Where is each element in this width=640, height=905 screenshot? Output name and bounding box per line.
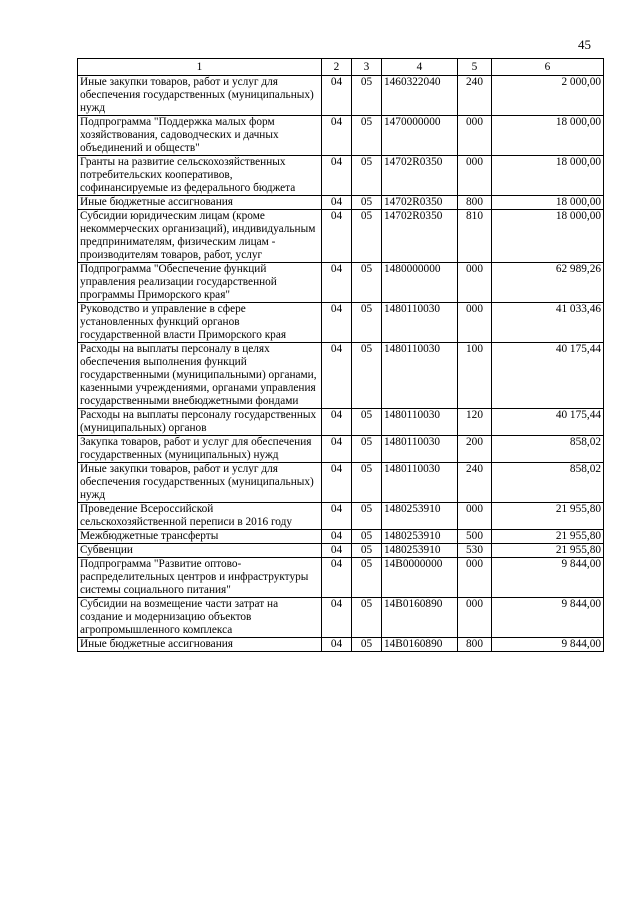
row-name: Иные закупки товаров, работ и услуг для обеспечения государственных (муниципальных) нужд	[78, 76, 322, 116]
row-amount: 18 000,00	[492, 116, 604, 156]
row-target-article: 1480110030	[382, 343, 458, 409]
table-row	[78, 598, 604, 638]
table-row	[78, 76, 604, 116]
row-target-article: 14В0000000	[382, 558, 458, 598]
col-header-4: 4	[382, 59, 458, 76]
col-header-6: 6	[492, 59, 604, 76]
row-target-article: 1480253910	[382, 544, 458, 558]
row-section: 04	[322, 463, 352, 503]
table-row	[78, 558, 604, 598]
row-name: Расходы на выплаты персоналу государственных (муниципальных) органов	[78, 409, 322, 436]
row-name: Межбюджетные трансферты	[78, 530, 322, 544]
row-name: Субвенции	[78, 544, 322, 558]
table-row	[78, 638, 604, 652]
row-target-article: 1480000000	[382, 263, 458, 303]
row-amount: 40 175,44	[492, 343, 604, 409]
row-subsection: 05	[352, 156, 382, 196]
row-expense-type: 000	[458, 558, 492, 598]
row-name: Закупка товаров, работ и услуг для обеспечения государственных (муниципальных) нужд	[78, 436, 322, 463]
row-target-article: 1480110030	[382, 303, 458, 343]
table-row	[78, 436, 604, 463]
row-target-article: 1480110030	[382, 409, 458, 436]
row-name: Подпрограмма "Обеспечение функций управления реализации государственной программы Приморского края"	[78, 263, 322, 303]
row-target-article: 14702R0350	[382, 210, 458, 263]
row-amount: 9 844,00	[492, 598, 604, 638]
row-amount: 18 000,00	[492, 210, 604, 263]
row-section: 04	[322, 116, 352, 156]
row-amount: 858,02	[492, 436, 604, 463]
row-amount: 9 844,00	[492, 638, 604, 652]
row-amount: 858,02	[492, 463, 604, 503]
row-target-article: 1480253910	[382, 530, 458, 544]
table-row	[78, 210, 604, 263]
row-target-article: 14В0160890	[382, 598, 458, 638]
row-section: 04	[322, 409, 352, 436]
table-row	[78, 343, 604, 409]
row-subsection: 05	[352, 544, 382, 558]
row-expense-type: 100	[458, 343, 492, 409]
row-section: 04	[322, 598, 352, 638]
row-section: 04	[322, 76, 352, 116]
row-section: 04	[322, 196, 352, 210]
table-row	[78, 116, 604, 156]
row-name: Расходы на выплаты персоналу в целях обеспечения выполнения функций государственными (муниципальными) органами, казенными учреждениями, органами управления государственными внебюджетными фондами	[78, 343, 322, 409]
row-subsection: 05	[352, 436, 382, 463]
row-expense-type: 120	[458, 409, 492, 436]
row-target-article: 1470000000	[382, 116, 458, 156]
row-expense-type: 000	[458, 156, 492, 196]
row-section: 04	[322, 156, 352, 196]
table-header	[78, 59, 604, 76]
row-expense-type: 500	[458, 530, 492, 544]
row-expense-type: 000	[458, 116, 492, 156]
row-expense-type: 200	[458, 436, 492, 463]
row-name: Субсидии юридическим лицам (кроме некоммерческих организаций), индивидуальным предпринимателям, физическим лицам - производителям товаров, работ, услуг	[78, 210, 322, 263]
table-row	[78, 303, 604, 343]
row-expense-type: 000	[458, 263, 492, 303]
row-expense-type: 000	[458, 303, 492, 343]
row-expense-type: 810	[458, 210, 492, 263]
row-expense-type: 240	[458, 463, 492, 503]
row-subsection: 05	[352, 598, 382, 638]
row-subsection: 05	[352, 558, 382, 598]
row-section: 04	[322, 263, 352, 303]
row-target-article: 14702R0350	[382, 196, 458, 210]
row-amount: 2 000,00	[492, 76, 604, 116]
row-amount: 21 955,80	[492, 530, 604, 544]
row-name: Иные бюджетные ассигнования	[78, 638, 322, 652]
row-target-article: 1480253910	[382, 503, 458, 530]
row-target-article: 1480110030	[382, 436, 458, 463]
row-expense-type: 000	[458, 503, 492, 530]
row-subsection: 05	[352, 343, 382, 409]
row-subsection: 05	[352, 409, 382, 436]
row-section: 04	[322, 436, 352, 463]
table-row	[78, 196, 604, 210]
row-name: Руководство и управление в сфере установленных функций органов государственной власти Приморского края	[78, 303, 322, 343]
row-subsection: 05	[352, 76, 382, 116]
row-section: 04	[322, 558, 352, 598]
table-row	[78, 503, 604, 530]
row-section: 04	[322, 303, 352, 343]
row-section: 04	[322, 503, 352, 530]
row-amount: 9 844,00	[492, 558, 604, 598]
table-row	[78, 463, 604, 503]
table-row	[78, 544, 604, 558]
row-name: Иные закупки товаров, работ и услуг для обеспечения государственных (муниципальных) нужд	[78, 463, 322, 503]
row-name: Подпрограмма "Поддержка малых форм хозяйствования, садоводческих и дачных объединений и обществ"	[78, 116, 322, 156]
row-subsection: 05	[352, 210, 382, 263]
row-subsection: 05	[352, 263, 382, 303]
budget-table	[77, 58, 604, 652]
page-number: 45	[578, 37, 591, 52]
row-subsection: 05	[352, 463, 382, 503]
col-header-1: 1	[78, 59, 322, 76]
row-amount: 40 175,44	[492, 409, 604, 436]
row-name: Подпрограмма "Развитие оптово-распределительных центров и инфраструктуры системы социального питания"	[78, 558, 322, 598]
row-section: 04	[322, 544, 352, 558]
row-target-article: 14702R0350	[382, 156, 458, 196]
row-name: Проведение Всероссийской сельскохозяйственной переписи в 2016 году	[78, 503, 322, 530]
row-name: Гранты на развитие сельскохозяйственных потребительских кооперативов, софинансируемые из федерального бюджета	[78, 156, 322, 196]
row-subsection: 05	[352, 638, 382, 652]
row-section: 04	[322, 530, 352, 544]
header-row	[78, 59, 604, 76]
row-subsection: 05	[352, 530, 382, 544]
col-header-2: 2	[322, 59, 352, 76]
row-name: Субсидии на возмещение части затрат на создание и модернизацию объектов агропромышленного комплекса	[78, 598, 322, 638]
row-target-article: 14В0160890	[382, 638, 458, 652]
row-amount: 21 955,80	[492, 503, 604, 530]
row-section: 04	[322, 343, 352, 409]
row-section: 04	[322, 638, 352, 652]
row-subsection: 05	[352, 196, 382, 210]
row-section: 04	[322, 210, 352, 263]
table-row	[78, 263, 604, 303]
table-body	[78, 76, 604, 652]
row-target-article: 1460322040	[382, 76, 458, 116]
table-row	[78, 409, 604, 436]
row-amount: 41 033,46	[492, 303, 604, 343]
row-amount: 18 000,00	[492, 196, 604, 210]
row-name: Иные бюджетные ассигнования	[78, 196, 322, 210]
row-subsection: 05	[352, 303, 382, 343]
row-expense-type: 800	[458, 196, 492, 210]
row-expense-type: 000	[458, 598, 492, 638]
row-subsection: 05	[352, 503, 382, 530]
row-subsection: 05	[352, 116, 382, 156]
row-amount: 18 000,00	[492, 156, 604, 196]
row-expense-type: 530	[458, 544, 492, 558]
col-header-3: 3	[352, 59, 382, 76]
table-row	[78, 530, 604, 544]
row-amount: 62 989,26	[492, 263, 604, 303]
col-header-5: 5	[458, 59, 492, 76]
row-amount: 21 955,80	[492, 544, 604, 558]
row-expense-type: 800	[458, 638, 492, 652]
row-target-article: 1480110030	[382, 463, 458, 503]
table-row	[78, 156, 604, 196]
row-expense-type: 240	[458, 76, 492, 116]
